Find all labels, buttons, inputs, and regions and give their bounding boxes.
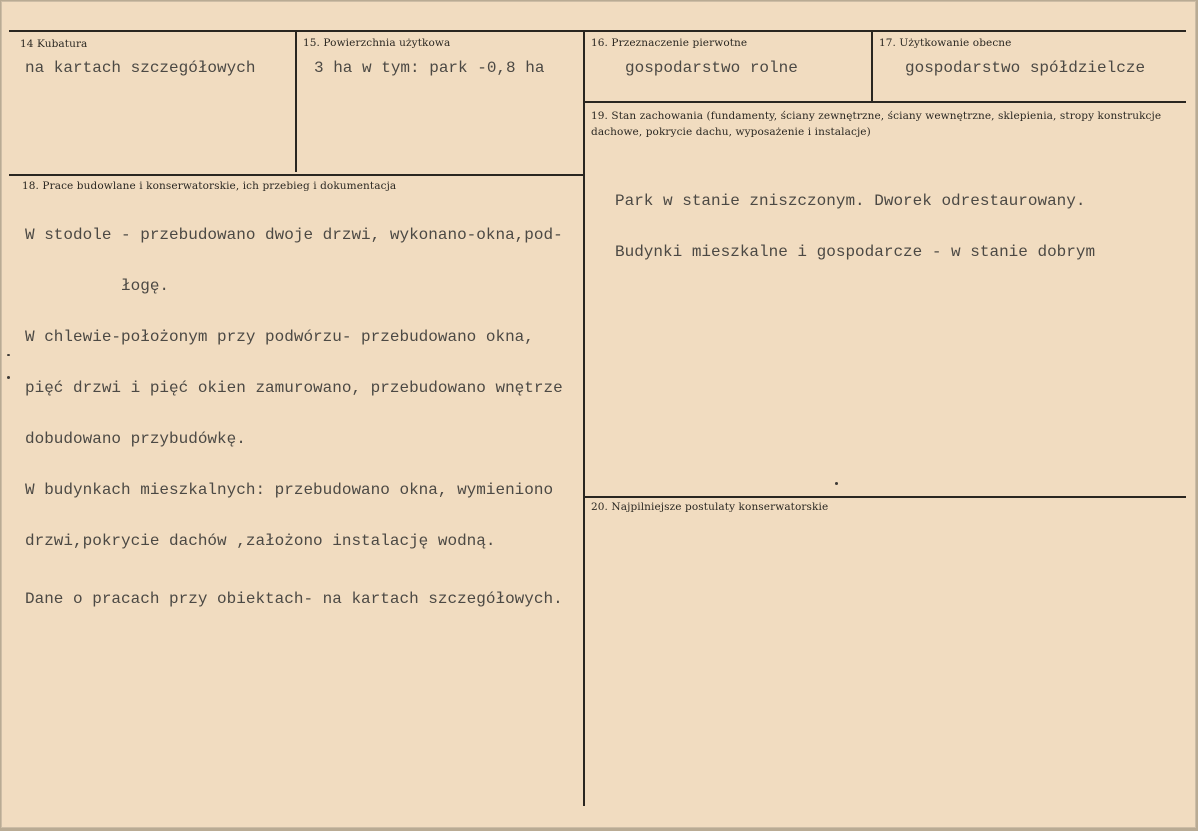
field-20-label: 20. Najpilniejsze postulaty konserwatorskie	[591, 501, 829, 513]
field-17-value: gospodarstwo spółdzielcze	[905, 59, 1146, 77]
rule-above-19	[585, 101, 1186, 103]
field-19-text	[615, 159, 1095, 295]
divider-14-15	[295, 32, 297, 172]
divider-16-17	[871, 32, 873, 102]
inventory-card	[1, 1, 1196, 828]
field-18-line: W budynkach mieszkalnych: przebudowano okna, wymieniono	[25, 481, 554, 499]
paper-speck	[835, 482, 838, 485]
field-18-line: łogę.	[25, 277, 170, 295]
rule-above-20	[585, 496, 1186, 498]
field-18-line: W chlewie-położonym przy podwórzu- przebudowano okna,	[25, 328, 534, 346]
field-18-line: Dane o pracach przy obiektach- na kartach szczegółowych.	[25, 590, 563, 608]
field-14-label: 14 Kubatura	[20, 38, 88, 50]
field-16-value: gospodarstwo rolne	[625, 59, 798, 77]
field-16-label: 16. Przeznaczenie pierwotne	[591, 37, 748, 49]
field-18-line: drzwi,pokrycie dachów ,założono instalację wodną.	[25, 532, 496, 550]
field-17-label: 17. Użytkowanie obecne	[879, 37, 1012, 49]
field-18-line: pięć drzwi i pięć okien zamurowano, przebudowano wnętrze	[25, 379, 563, 397]
top-border-line	[9, 30, 1186, 32]
field-18-text	[25, 193, 585, 642]
field-15-label: 15. Powierzchnia użytkowa	[303, 37, 451, 49]
field-19-line: Park w stanie zniszczonym. Dworek odrestaurowany.	[615, 192, 1086, 210]
field-14-value: na kartach szczegółowych	[25, 59, 256, 77]
rule-above-18	[9, 174, 585, 176]
paper-speck	[7, 354, 10, 356]
field-19-line: Budynki mieszkalne i gospodarcze - w stanie dobrym	[615, 243, 1096, 261]
field-18-line: W stodole - przebudowano dwoje drzwi, wykonano-okna,pod-	[25, 226, 563, 244]
field-18-line: dobudowano przybudówkę.	[25, 430, 246, 448]
field-15-value: 3 ha w tym: park -0,8 ha	[314, 59, 545, 77]
field-19-label: 19. Stan zachowania (fundamenty, ściany zewnętrzne, ściany wewnętrzne, sklepienia, stropy konstrukcje dachowe, pokrycie dachu, wyposażenie i instalacje)	[591, 110, 1162, 138]
paper-speck	[7, 376, 10, 379]
field-18-label: 18. Prace budowlane i konserwatorskie, ich przebieg i dokumentacja	[22, 180, 397, 192]
